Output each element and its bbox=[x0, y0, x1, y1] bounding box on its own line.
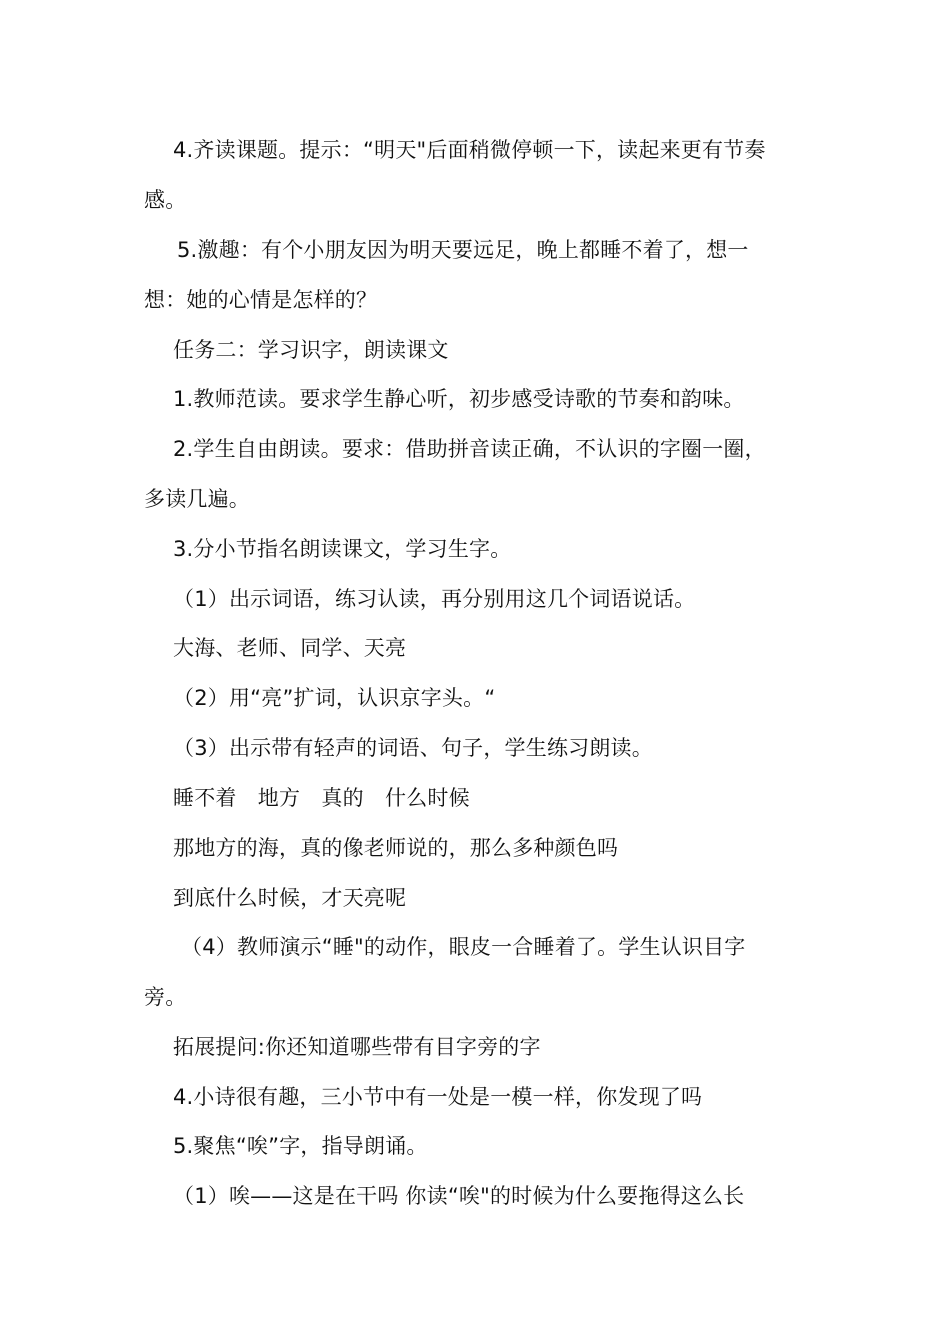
paragraph-line: 大海、老师、同学、天亮 bbox=[173, 636, 407, 660]
paragraph-line: 旁。 bbox=[144, 985, 187, 1009]
paragraph-line: 1.教师范读。要求学生静心听，初步感受诗歌的节奏和韵味。 bbox=[173, 387, 745, 411]
paragraph-line: 睡不着 地方 真的 什么时候 bbox=[173, 786, 470, 810]
paragraph-line: 5.聚焦“唉”字，指导朗诵。 bbox=[173, 1134, 428, 1158]
paragraph-line: 那地方的海，真的像老师说的，那么多种颜色吗 bbox=[173, 836, 619, 860]
paragraph-line: 到底什么时候，才天亮呢 bbox=[173, 886, 407, 910]
paragraph-line: （1）出示词语，练习认读，再分别用这几个词语说话。 bbox=[173, 587, 696, 611]
paragraph-line: （4）教师演示“睡"的动作，眼皮一合睡着了。学生认识目字 bbox=[181, 935, 746, 959]
paragraph-line: 多读几遍。 bbox=[144, 487, 250, 511]
paragraph-line: 4.小诗很有趣，三小节中有一处是一模一样，你发现了吗 bbox=[173, 1085, 703, 1109]
paragraph-line: （3）出示带有轻声的词语、句子，学生练习朗读。 bbox=[173, 736, 653, 760]
paragraph-line: 感。 bbox=[144, 188, 187, 212]
paragraph-line: 想：她的心情是怎样的？ bbox=[144, 288, 378, 312]
paragraph-line: （1）唉——这是在干吗 你读“唉"的时候为什么要拖得这么长 bbox=[173, 1184, 745, 1208]
paragraph-line: 3.分小节指名朗读课文，学习生字。 bbox=[173, 537, 512, 561]
paragraph-line: 5.激趣：有个小朋友因为明天要远足，晚上都睡不着了，想一 bbox=[177, 238, 749, 262]
paragraph-line: （2）用“亮”扩词，认识京字头。“ bbox=[173, 686, 496, 710]
paragraph-line: 4.齐读课题。提示：“明天"后面稍微停顿一下，读起来更有节奏 bbox=[173, 138, 766, 162]
section-heading: 任务二：学习识字，朗读课文 bbox=[173, 338, 449, 362]
paragraph-line: 2.学生自由朗读。要求：借助拼音读正确，不认识的字圈一圈， bbox=[173, 437, 766, 461]
paragraph-line: 拓展提问:你还知道哪些带有目字旁的字 bbox=[173, 1035, 541, 1059]
